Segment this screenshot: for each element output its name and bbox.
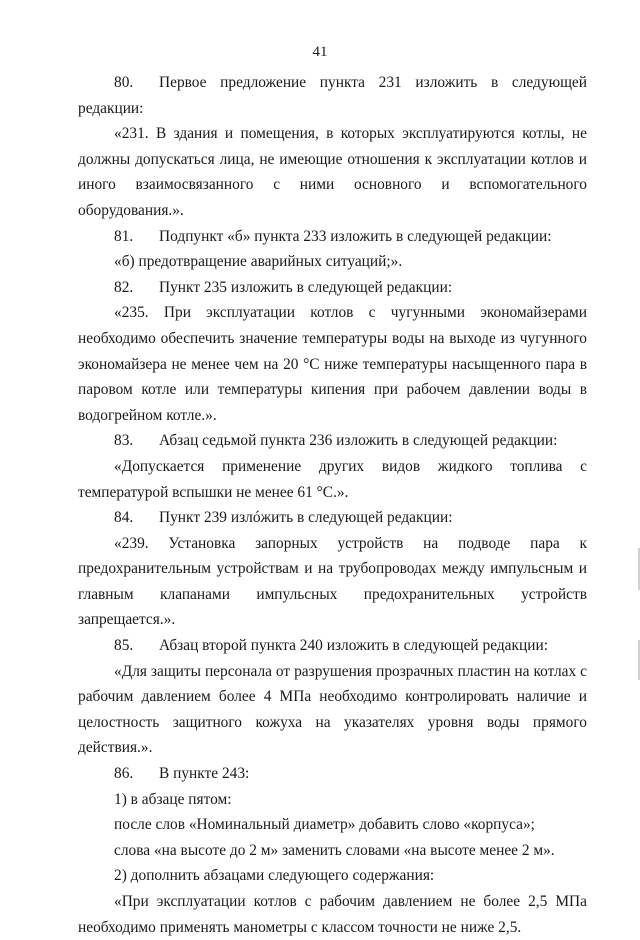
- paragraph-85-quote: «Для защиты персонала от разрушения прозрачных пластин на котлах с рабочим давлением более 4 МПа необходимо контролировать наличие и целостность защитного кожуха на указателях уровня воды прямого действия.».: [78, 662, 587, 757]
- paragraph-84: [78, 505, 587, 531]
- paragraph-text: Абзац седьмой пункта 236 изложить в следующей редакции:: [159, 432, 558, 450]
- paragraph-text: В пункте 243:: [159, 765, 250, 783]
- paragraph-84-quote: «239. Установка запорных устройств на подводе пара к предохранительным устройствам и на трубопроводах между импульсным и главным клапанами импульсных предохранительных устройств запрещается.».: [78, 534, 587, 629]
- document-body: [78, 70, 587, 940]
- paragraph-number: 84.: [114, 509, 134, 527]
- paragraph-80: [78, 70, 587, 121]
- paragraph-number: 85.: [114, 637, 134, 655]
- paragraph-number: 86.: [114, 765, 134, 783]
- paragraph-text: Подпункт «б» пункта 233 изложить в следующей редакции:: [159, 227, 552, 245]
- paragraph-86-sub-1b: слова «на высоте до 2 м» заменить словами «на высоте менее 2 м».: [114, 841, 555, 859]
- paragraph-text: Пункт 239 излóжить в следующей редакции:: [159, 509, 453, 527]
- paragraph-86-quote: «При эксплуатации котлов с рабочим давлением не более 2,5 МПа необходимо применять манометры с классом точности не ниже 2,5.: [78, 893, 587, 936]
- paragraph-number: 80.: [114, 74, 134, 91]
- paragraph-86: [78, 761, 587, 787]
- paragraph-text: Пункт 235 изложить в следующей редакции:: [159, 278, 453, 296]
- paragraph-83-quote: «Допускается применение других видов жидкого топлива с температурой вспышки не менее 61 °C.».: [78, 457, 587, 501]
- paragraph-82-quote: «235. При эксплуатации котлов с чугунными экономайзерами необходимо обеспечить значение температуры воды на выходе из чугунного экономайзера не менее чем на 20 °C ниже температуры насыщенного пара в паровом котле или температуры кипения при рабочем давлении воды в водогрейном котле.».: [78, 304, 587, 424]
- paragraph-number: 83.: [114, 432, 134, 450]
- paragraph-83: [78, 428, 587, 454]
- paragraph-number: 81.: [114, 227, 134, 245]
- paragraph-number: 82.: [114, 278, 134, 296]
- paragraph-80-quote: «231. В здания и помещения, в которых эксплуатируются котлы, не должны допускаться лица, не имеющие отношения к эксплуатации котлов и иного взаимосвязанного с ними основного и вспомогательного оборудования.».: [78, 125, 587, 219]
- paragraph-86-sub-1a: после слов «Номинальный диаметр» добавить слово «корпуса»;: [114, 816, 535, 834]
- page-number: 41: [312, 44, 328, 60]
- paragraph-86-sub-1: 1) в абзаце пятом:: [114, 790, 232, 808]
- paragraph-86-sub-2: 2) дополнить абзацами следующего содержания:: [114, 867, 435, 885]
- paragraph-text: Абзац второй пункта 240 изложить в следующей редакции:: [159, 637, 548, 655]
- paragraph-81: [78, 224, 587, 250]
- paragraph-81-quote: «б) предотвращение аварийных ситуаций;».: [114, 253, 403, 271]
- paragraph-82: [78, 275, 587, 301]
- paragraph-text: Первое предложение пункта 231 изложить в следующей редакции:: [78, 74, 587, 117]
- paragraph-85: [78, 633, 587, 659]
